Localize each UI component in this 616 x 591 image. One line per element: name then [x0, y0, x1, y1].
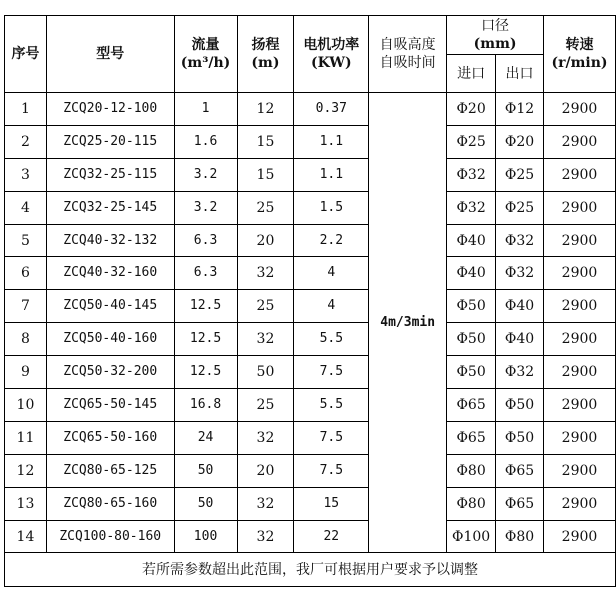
header-power-label: 电机功率 — [303, 37, 360, 53]
cell-speed: 2900 — [544, 323, 616, 356]
cell-head: 20 — [237, 224, 294, 257]
cell-index: 1 — [5, 93, 47, 126]
header-model: 型号 — [46, 16, 174, 93]
cell-head: 25 — [237, 290, 294, 323]
cell-flow: 12.5 — [174, 323, 237, 356]
cell-power: 1.1 — [294, 158, 369, 191]
cell-head: 32 — [237, 421, 294, 454]
cell-power: 2.2 — [294, 224, 369, 257]
cell-head: 25 — [237, 389, 294, 422]
cell-index: 2 — [5, 125, 47, 158]
header-speed-label: 转速 — [565, 37, 594, 53]
header-diameter-unit: (mm) — [473, 36, 517, 52]
table-body — [5, 93, 616, 553]
cell-inlet: Φ80 — [447, 454, 496, 487]
cell-model: ZCQ65-50-160 — [46, 421, 174, 454]
header-head-label: 扬程 — [251, 37, 280, 53]
cell-inlet: Φ20 — [447, 93, 496, 126]
cell-speed: 2900 — [544, 520, 616, 553]
cell-speed: 2900 — [544, 93, 616, 126]
cell-index: 13 — [5, 487, 47, 520]
cell-speed: 2900 — [544, 389, 616, 422]
cell-head: 20 — [237, 454, 294, 487]
cell-model: ZCQ65-50-145 — [46, 389, 174, 422]
cell-head: 50 — [237, 356, 294, 389]
cell-flow: 1 — [174, 93, 237, 126]
cell-flow: 3.2 — [174, 158, 237, 191]
cell-flow: 50 — [174, 454, 237, 487]
table-row — [5, 290, 616, 323]
header-power — [294, 16, 369, 93]
cell-outlet: Φ65 — [496, 454, 544, 487]
header-self-priming — [369, 16, 447, 93]
table-row — [5, 421, 616, 454]
header-head — [237, 16, 294, 93]
cell-index: 11 — [5, 421, 47, 454]
cell-flow: 24 — [174, 421, 237, 454]
cell-flow: 50 — [174, 487, 237, 520]
cell-index: 3 — [5, 158, 47, 191]
table-row — [5, 454, 616, 487]
cell-inlet: Φ80 — [447, 487, 496, 520]
cell-speed: 2900 — [544, 191, 616, 224]
header-index: 序号 — [5, 16, 47, 93]
header-flow-label: 流量 — [191, 37, 220, 53]
cell-speed: 2900 — [544, 125, 616, 158]
cell-index: 5 — [5, 224, 47, 257]
cell-outlet: Φ25 — [496, 191, 544, 224]
header-diameter-label: 口径 — [481, 18, 510, 34]
cell-inlet: Φ50 — [447, 290, 496, 323]
cell-head: 15 — [237, 125, 294, 158]
header-flow — [174, 16, 237, 93]
cell-index: 10 — [5, 389, 47, 422]
cell-speed: 2900 — [544, 158, 616, 191]
cell-flow: 1.6 — [174, 125, 237, 158]
cell-power: 5.5 — [294, 323, 369, 356]
cell-power: 5.5 — [294, 389, 369, 422]
cell-head: 15 — [237, 158, 294, 191]
cell-power: 1.5 — [294, 191, 369, 224]
table-row — [5, 520, 616, 553]
cell-speed: 2900 — [544, 224, 616, 257]
table-row — [5, 356, 616, 389]
header-power-unit: (KW) — [310, 55, 352, 71]
cell-index: 9 — [5, 356, 47, 389]
cell-model: ZCQ40-32-160 — [46, 257, 174, 290]
cell-index: 8 — [5, 323, 47, 356]
cell-model: ZCQ50-32-200 — [46, 356, 174, 389]
cell-speed: 2900 — [544, 257, 616, 290]
table-row — [5, 257, 616, 290]
table-row — [5, 487, 616, 520]
cell-model: ZCQ50-40-160 — [46, 323, 174, 356]
cell-index: 12 — [5, 454, 47, 487]
cell-power: 4 — [294, 290, 369, 323]
table-row — [5, 323, 616, 356]
table-row — [5, 158, 616, 191]
cell-model: ZCQ80-65-125 — [46, 454, 174, 487]
cell-index: 14 — [5, 520, 47, 553]
header-speed — [544, 16, 616, 93]
cell-model: ZCQ32-25-115 — [46, 158, 174, 191]
cell-inlet: Φ100 — [447, 520, 496, 553]
cell-speed: 2900 — [544, 487, 616, 520]
cell-power: 7.5 — [294, 454, 369, 487]
header-speed-unit: (r/min) — [551, 55, 608, 71]
cell-model: ZCQ40-32-132 — [46, 224, 174, 257]
table-row — [5, 191, 616, 224]
spec-table-container — [4, 15, 616, 587]
cell-inlet: Φ65 — [447, 421, 496, 454]
cell-head: 32 — [237, 520, 294, 553]
cell-speed: 2900 — [544, 356, 616, 389]
table-row — [5, 224, 616, 257]
table-row — [5, 125, 616, 158]
cell-flow: 12.5 — [174, 290, 237, 323]
cell-outlet: Φ40 — [496, 290, 544, 323]
cell-flow: 6.3 — [174, 257, 237, 290]
cell-outlet: Φ25 — [496, 158, 544, 191]
header-diameter — [447, 16, 544, 55]
header-suction-height: 自吸高度 — [379, 37, 436, 53]
cell-flow: 6.3 — [174, 224, 237, 257]
table-row — [5, 93, 616, 126]
cell-outlet: Φ12 — [496, 93, 544, 126]
cell-model: ZCQ50-40-145 — [46, 290, 174, 323]
table-row — [5, 389, 616, 422]
cell-inlet: Φ32 — [447, 158, 496, 191]
cell-speed: 2900 — [544, 454, 616, 487]
cell-outlet: Φ32 — [496, 224, 544, 257]
cell-flow: 100 — [174, 520, 237, 553]
cell-speed: 2900 — [544, 421, 616, 454]
cell-outlet: Φ80 — [496, 520, 544, 553]
header-suction-time: 自吸时间 — [379, 55, 436, 71]
cell-outlet: Φ32 — [496, 257, 544, 290]
cell-inlet: Φ25 — [447, 125, 496, 158]
header-flow-unit: (m³/h) — [180, 55, 231, 71]
cell-model: ZCQ100-80-160 — [46, 520, 174, 553]
cell-index: 7 — [5, 290, 47, 323]
cell-inlet: Φ50 — [447, 356, 496, 389]
cell-self-priming: 4m/3min — [369, 93, 447, 553]
cell-head: 32 — [237, 487, 294, 520]
cell-outlet: Φ65 — [496, 487, 544, 520]
cell-model: ZCQ80-65-160 — [46, 487, 174, 520]
cell-power: 15 — [294, 487, 369, 520]
cell-flow: 12.5 — [174, 356, 237, 389]
cell-head: 32 — [237, 257, 294, 290]
cell-power: 4 — [294, 257, 369, 290]
pump-spec-table — [4, 15, 616, 587]
cell-head: 25 — [237, 191, 294, 224]
cell-outlet: Φ32 — [496, 356, 544, 389]
cell-model: ZCQ32-25-145 — [46, 191, 174, 224]
cell-flow: 3.2 — [174, 191, 237, 224]
cell-index: 4 — [5, 191, 47, 224]
cell-inlet: Φ32 — [447, 191, 496, 224]
cell-power: 22 — [294, 520, 369, 553]
cell-inlet: Φ40 — [447, 257, 496, 290]
cell-model: ZCQ25-20-115 — [46, 125, 174, 158]
cell-outlet: Φ40 — [496, 323, 544, 356]
cell-power: 7.5 — [294, 356, 369, 389]
cell-inlet: Φ65 — [447, 389, 496, 422]
cell-outlet: Φ20 — [496, 125, 544, 158]
cell-power: 7.5 — [294, 421, 369, 454]
cell-flow: 16.8 — [174, 389, 237, 422]
cell-power: 1.1 — [294, 125, 369, 158]
footer-note: 若所需参数超出此范围，我厂可根据用户要求予以调整 — [5, 553, 616, 587]
cell-index: 6 — [5, 257, 47, 290]
header-inlet: 进口 — [447, 55, 496, 93]
cell-outlet: Φ50 — [496, 421, 544, 454]
cell-model: ZCQ20-12-100 — [46, 93, 174, 126]
cell-speed: 2900 — [544, 290, 616, 323]
cell-inlet: Φ50 — [447, 323, 496, 356]
cell-head: 12 — [237, 93, 294, 126]
cell-outlet: Φ50 — [496, 389, 544, 422]
cell-head: 32 — [237, 323, 294, 356]
header-outlet: 出口 — [496, 55, 544, 93]
cell-power: 0.37 — [294, 93, 369, 126]
header-head-unit: (m) — [251, 55, 280, 71]
cell-inlet: Φ40 — [447, 224, 496, 257]
